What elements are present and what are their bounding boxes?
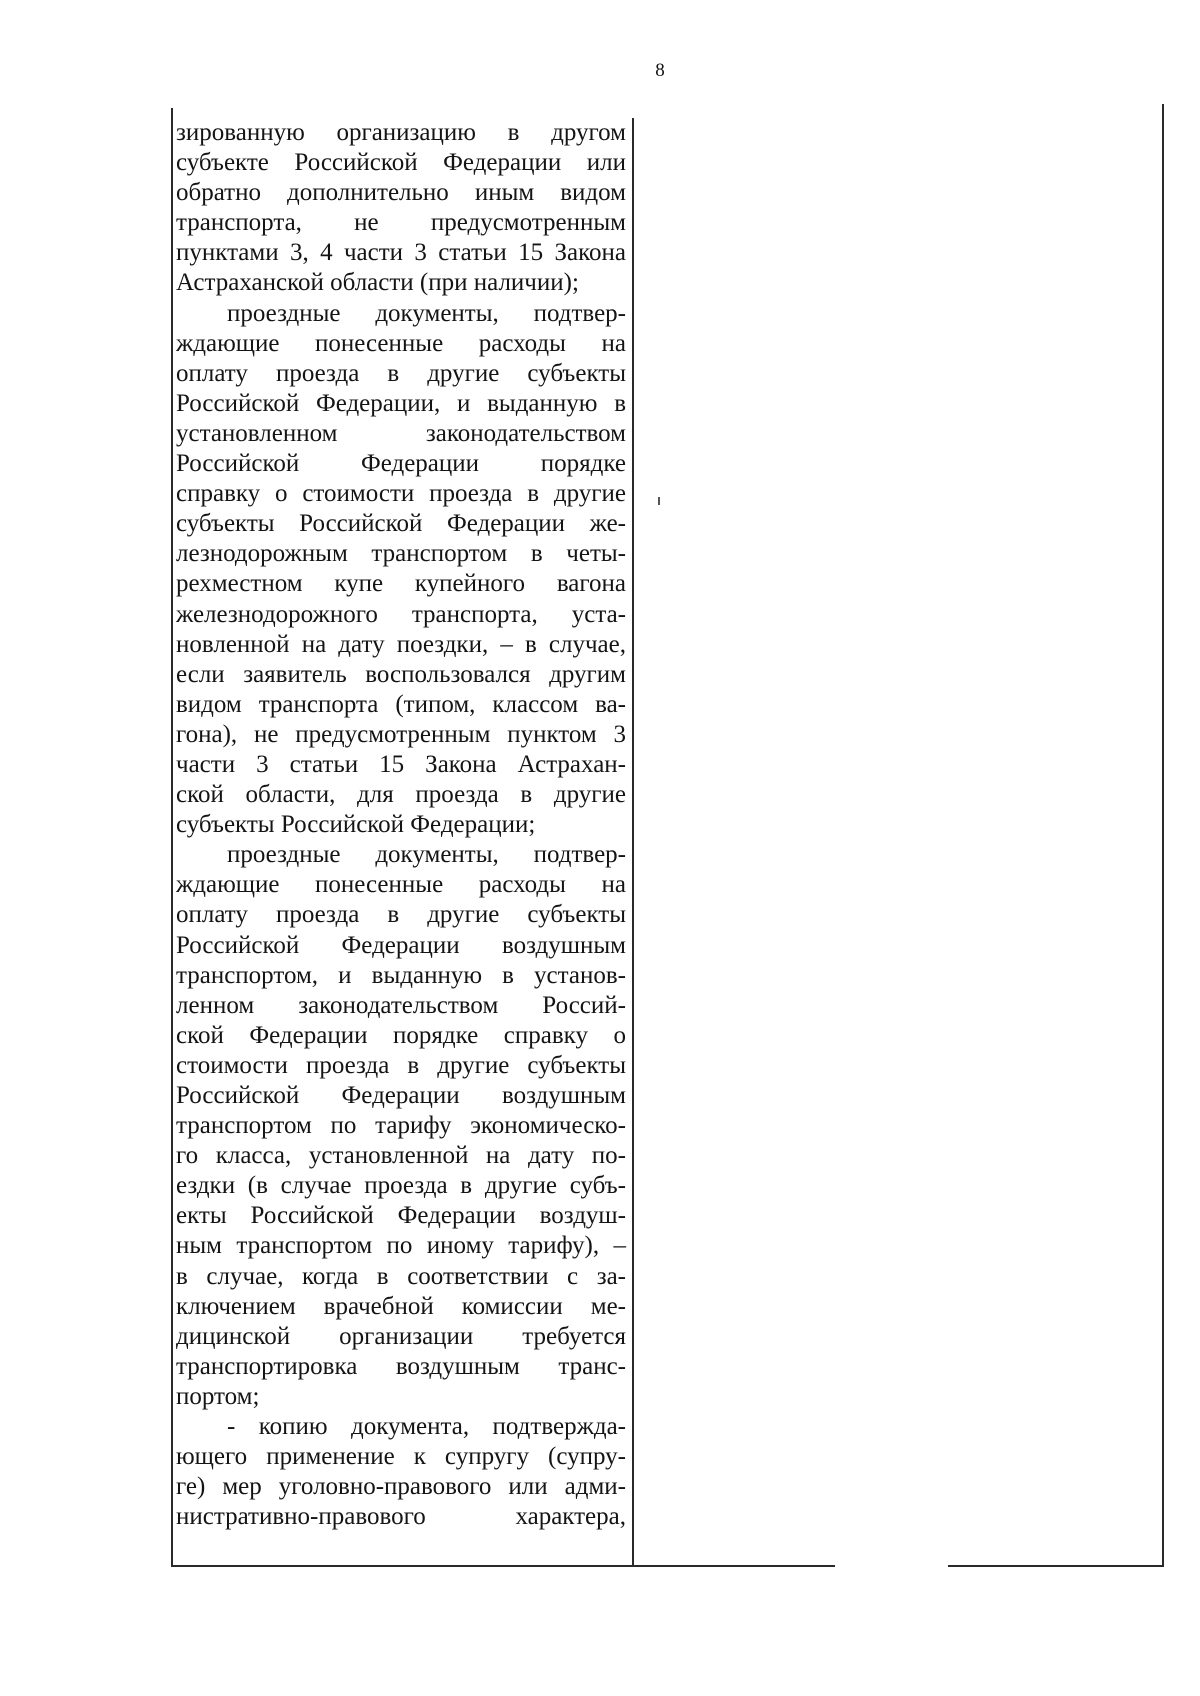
text-line: субъекты Российской Федерации; <box>176 811 536 839</box>
text-line: железнодорожного транспорта, уста- <box>176 600 626 628</box>
text-line: ской области, для проезда в другие <box>176 781 626 809</box>
text-line: оплату проезда в другие субъекты <box>176 359 626 387</box>
text-line: - копию документа, подтвержда- <box>227 1413 626 1441</box>
text-line: стоимости проезда в другие субъекты <box>176 1051 626 1079</box>
table-bottom-rule-left <box>171 1565 835 1567</box>
text-line: если заявитель воспользовался другим <box>176 660 626 688</box>
table-bottom-rule-right <box>948 1565 1164 1567</box>
text-line: Российской Федерации воздушным <box>176 1082 626 1109</box>
page-number: 8 <box>655 60 665 81</box>
text-line: рехместном купе купейного вагона <box>176 570 626 598</box>
scan-speck <box>658 497 660 505</box>
text-line: обратно дополнительно иным видом <box>176 179 626 207</box>
text-line: Российской Федерации порядке <box>176 450 626 478</box>
text-line: екты Российской Федерации воздуш- <box>176 1202 626 1230</box>
text-line: проездные документы, подтвер- <box>227 299 626 327</box>
text-line: справку о стоимости проезда в другие <box>176 480 626 508</box>
text-line: транспортом, и выданную в установ- <box>176 961 626 989</box>
text-line: дицинской организации требуется <box>176 1322 626 1350</box>
text-line: ленном законодательством Россий- <box>176 991 626 1019</box>
text-line: зированную организацию в другом <box>176 119 626 146</box>
text-line: Российской Федерации, и выданную в <box>176 389 626 417</box>
column-left-border <box>171 108 173 1566</box>
text-line: ждающие понесенные расходы на <box>176 329 626 357</box>
text-line: ской Федерации порядке справку о <box>176 1021 626 1049</box>
right-column-border <box>1162 104 1164 1566</box>
text-line: ющего применение к супругу (супру- <box>176 1443 626 1471</box>
text-line: ездки (в случае проезда в другие субъ- <box>176 1172 626 1200</box>
text-line: оплату проезда в другие субъекты <box>176 901 626 929</box>
text-line: Астраханской области (при наличии); <box>176 269 579 297</box>
column-right-border <box>632 118 634 1566</box>
text-line: ключением врачебной комиссии ме- <box>176 1292 626 1320</box>
text-line: новленной на дату поездки, – в случае, <box>176 630 626 658</box>
text-line: портом; <box>176 1382 260 1410</box>
text-line: субъекты Российской Федерации же- <box>176 510 626 538</box>
text-line: транспортировка воздушным транс- <box>176 1352 626 1380</box>
text-line: установленном законодательством <box>176 419 626 447</box>
text-line: ждающие понесенные расходы на <box>176 871 626 899</box>
text-line: Российской Федерации воздушным <box>176 931 626 959</box>
text-line: пунктами 3, 4 части 3 статьи 15 Закона <box>176 239 626 267</box>
text-line: субъекте Российской Федерации или <box>176 149 626 177</box>
text-line: в случае, когда в соответствии с за- <box>176 1262 626 1290</box>
text-line: части 3 статьи 15 Закона Астрахан- <box>176 750 626 778</box>
text-line: проездные документы, подтвер- <box>227 841 626 869</box>
text-line: транспортом по тарифу экономическо- <box>176 1112 626 1140</box>
text-line: видом транспорта (типом, классом ва- <box>176 690 626 718</box>
text-line: транспорта, не предусмотренным <box>176 209 626 237</box>
body-text-column <box>176 118 626 1532</box>
text-line: нистративно-правового характера, <box>176 1503 626 1531</box>
text-line: го класса, установленной на дату по- <box>176 1142 626 1170</box>
text-line: лезнодорожным транспортом в четы- <box>176 540 626 568</box>
text-line: ным транспортом по иному тарифу), – <box>176 1232 626 1260</box>
text-line: гона), не предусмотренным пунктом 3 <box>176 720 626 748</box>
text-line: ге) мер уголовно-правового или адми- <box>176 1473 626 1501</box>
